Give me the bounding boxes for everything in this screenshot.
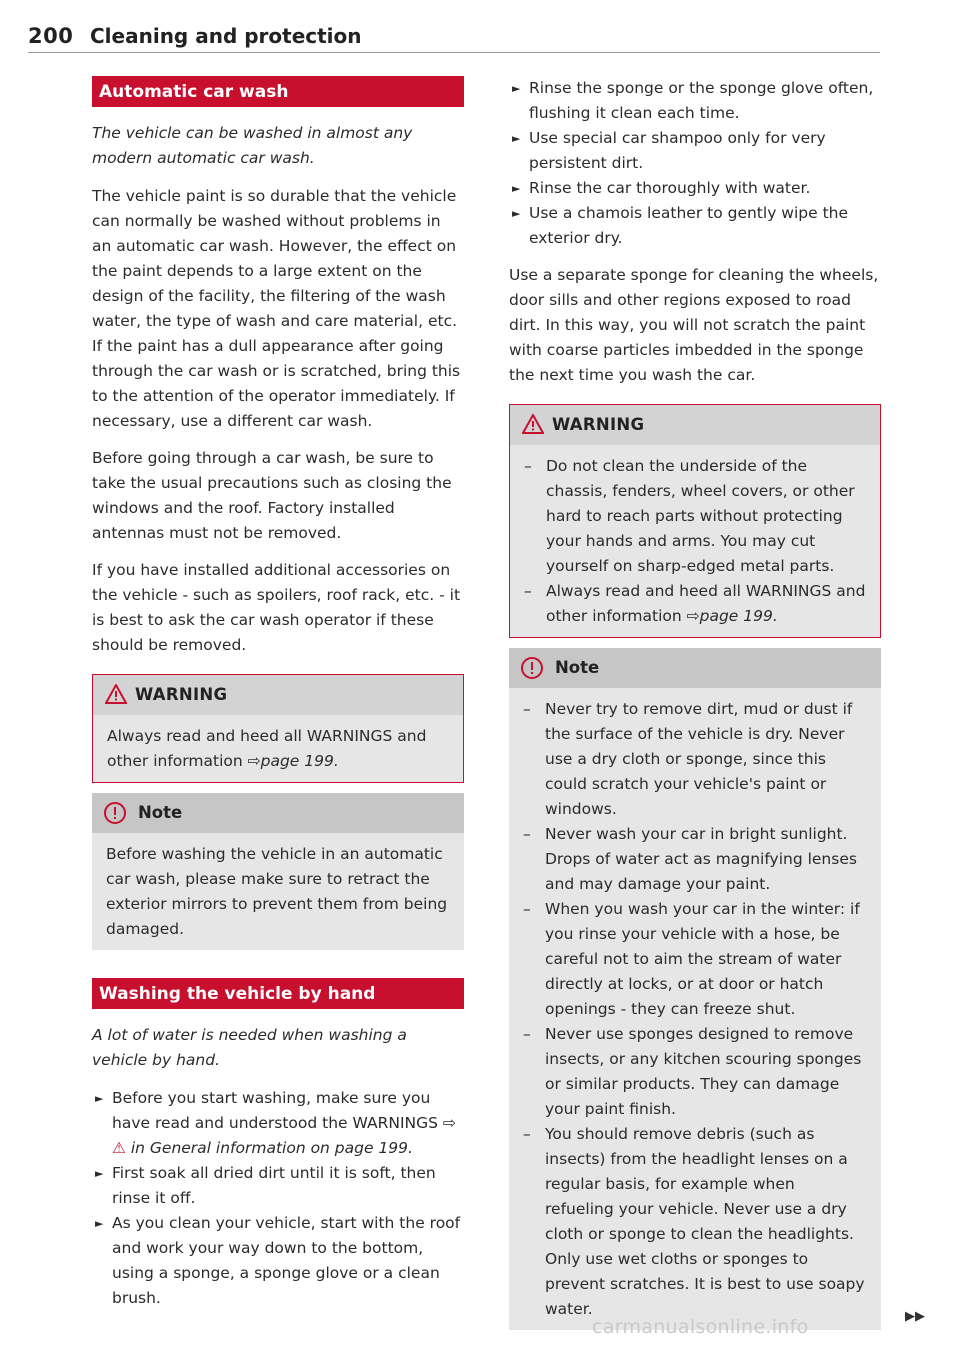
note-body bbox=[509, 688, 881, 1330]
section-intro: The vehicle can be washed in almost any modern automatic car wash. bbox=[92, 124, 413, 167]
list-item: ► Use a chamois leather to gently wipe the exterior dry. bbox=[509, 201, 881, 251]
note-box bbox=[509, 648, 925, 1330]
paragraph: Use a separate sponge for cleaning the wheels, door sills and other regions exposed to road dirt. In this way, you will not scratch the paint with coarse particles imbedded in the sponge the next time you wash the car. bbox=[509, 266, 879, 384]
warning-body bbox=[510, 445, 880, 637]
warning-text: Always read and heed all WARNINGS and other information bbox=[107, 727, 427, 770]
warning-box bbox=[509, 404, 881, 638]
chapter-title: Cleaning and protection bbox=[90, 24, 362, 48]
page-reference-link[interactable]: ⇨ ⚠ in General information on page 199. bbox=[112, 1114, 456, 1157]
note-body: Before washing the vehicle in an automatic car wash, please make sure to retract the exterior mirrors to prevent them from being damaged. bbox=[92, 833, 464, 950]
section-title-automatic-car-wash: Automatic car wash bbox=[92, 76, 464, 107]
note-icon bbox=[103, 801, 127, 825]
arrow-bullet-icon: ► bbox=[95, 1167, 104, 1180]
list-item: – Never try to remove dirt, mud or dust if the surface of the vehicle is dry. Never use a dry cloth or sponge, since this could scratch your vehicle's paint or windows. bbox=[523, 700, 853, 818]
list-item: – You should remove debris (such as insects) from the headlight lenses on a regular basis, for example when refueling your vehicle. Never use a dry cloth or sponge to clean the headlights. Only use wet cloths or sponges to prevent scratches. It is best to use soapy water. bbox=[523, 1125, 865, 1318]
paragraph: If you have installed additional accessories on the vehicle - such as spoilers, roof rack, etc. - it is best to ask the car wash operator if these should be removed. bbox=[92, 561, 461, 654]
steps-list bbox=[509, 76, 881, 251]
list-item: – Never use sponges designed to remove insects, or any kitchen scouring sponges or similar products. They can damage your paint finish. bbox=[523, 1025, 862, 1118]
right-column bbox=[509, 76, 925, 1330]
list-item: – Always read and heed all WARNINGS and other information ⇨page 199. bbox=[524, 582, 866, 625]
left-column bbox=[92, 76, 464, 1311]
warning-list bbox=[524, 454, 866, 629]
page-reference-link[interactable]: ⇨page 199. bbox=[247, 752, 339, 770]
arrow-bullet-icon: ► bbox=[95, 1092, 104, 1105]
section-title-washing-by-hand: Washing the vehicle by hand bbox=[92, 978, 464, 1009]
note-header bbox=[92, 793, 464, 833]
note-box bbox=[92, 793, 464, 950]
note-icon bbox=[520, 656, 544, 680]
warning-label: WARNING bbox=[135, 685, 228, 704]
list-item: ► First soak all dried dirt until it is soft, then rinse it off. bbox=[92, 1161, 464, 1211]
steps-list bbox=[92, 1086, 464, 1311]
warning-triangle-icon bbox=[105, 684, 127, 704]
arrow-bullet-icon: ► bbox=[512, 82, 521, 95]
paragraph: Before going through a car wash, be sure to take the usual precautions such as closing the windows and the roof. Factory installed antennas must not be removed. bbox=[92, 449, 452, 542]
section-intro: A lot of water is needed when washing a vehicle by hand. bbox=[92, 1026, 407, 1069]
list-item: – Do not clean the underside of the chassis, fenders, wheel covers, or other hard to reach parts without protecting your hands and arms. You may cut yourself on sharp-edged metal parts. bbox=[524, 457, 855, 575]
warning-header bbox=[93, 675, 463, 715]
arrow-bullet-icon: ► bbox=[512, 132, 521, 145]
warning-label: WARNING bbox=[552, 415, 645, 434]
warning-box bbox=[92, 674, 464, 783]
list-item: ► Rinse the car thoroughly with water. bbox=[509, 176, 881, 201]
note-list bbox=[523, 697, 867, 1322]
watermark: carmanualsonline.info bbox=[592, 1316, 809, 1338]
warning-triangle-icon bbox=[522, 414, 544, 434]
list-item: ► As you clean your vehicle, start with the roof and work your way down to the bottom, using a sponge, a sponge glove or a clean brush. bbox=[92, 1211, 464, 1311]
list-item: ► Before you start washing, make sure you have read and understood the WARNINGS ⇨ ⚠ in General information on page 199. bbox=[92, 1086, 464, 1161]
list-item: – When you wash your car in the winter: if you rinse your vehicle with a hose, be careful not to aim the stream of water directly at locks, or at door or hatch openings - they can freeze shut. bbox=[523, 900, 860, 1018]
page-reference-link[interactable]: ⇨page 199. bbox=[686, 607, 778, 625]
paragraph: The vehicle paint is so durable that the vehicle can normally be washed without problems in an automatic car wash. However, the effect on the paint depends to a large extent on the design of the facility, the filtering of the wash water, the type of wash and care material, etc. If the paint has a dull appearance after going through the car wash or is scratched, bring this to the attention of the operator immediately. If necessary, use a different car wash. bbox=[92, 187, 461, 430]
note-label: Note bbox=[555, 658, 600, 677]
warning-triangle-icon: ⚠ bbox=[112, 1139, 126, 1157]
page-number: 200 bbox=[28, 24, 74, 48]
arrow-bullet-icon: ► bbox=[512, 182, 521, 195]
continue-arrow-icon: ▶▶ bbox=[905, 1309, 925, 1324]
note-header bbox=[509, 648, 881, 688]
note-label: Note bbox=[138, 803, 183, 822]
list-item: ► Use special car shampoo only for very persistent dirt. bbox=[509, 126, 881, 176]
warning-header bbox=[510, 405, 880, 445]
list-item: ► Rinse the sponge or the sponge glove often, flushing it clean each time. bbox=[509, 76, 881, 126]
page-header bbox=[28, 22, 880, 54]
arrow-bullet-icon: ► bbox=[512, 207, 521, 220]
header-rule bbox=[28, 52, 880, 53]
list-item: – Never wash your car in bright sunlight. Drops of water act as magnifying lenses and may damage your paint. bbox=[523, 825, 857, 893]
arrow-bullet-icon: ► bbox=[95, 1217, 104, 1230]
warning-body bbox=[93, 715, 463, 782]
